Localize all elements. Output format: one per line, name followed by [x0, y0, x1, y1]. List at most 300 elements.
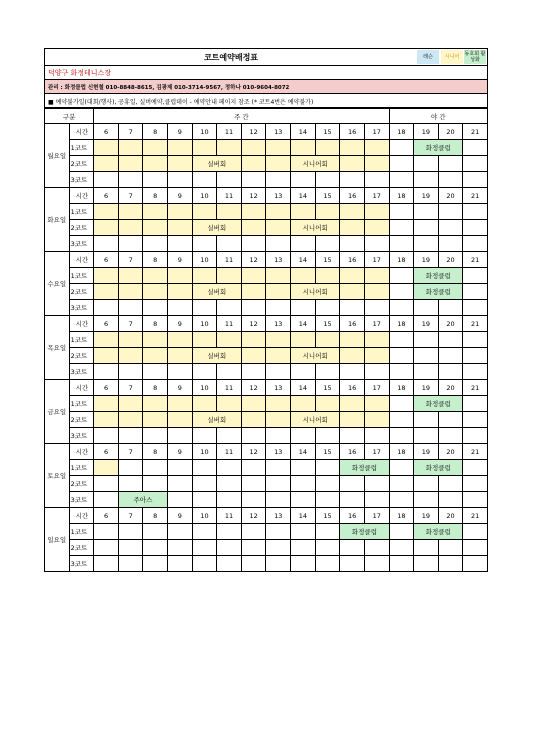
slot-cell[interactable]	[291, 460, 316, 476]
slot-cell[interactable]	[463, 236, 488, 252]
slot-cell[interactable]	[217, 556, 242, 572]
slot-cell[interactable]	[118, 348, 143, 364]
slot-cell[interactable]	[315, 204, 340, 220]
slot-cell[interactable]	[168, 220, 193, 236]
slot-cell[interactable]	[438, 364, 463, 380]
slot-cell[interactable]	[364, 396, 389, 412]
slot-cell[interactable]	[241, 460, 266, 476]
slot-cell[interactable]	[94, 364, 119, 380]
slot-cell[interactable]	[389, 236, 414, 252]
slot-cell[interactable]	[168, 460, 193, 476]
slot-cell[interactable]	[217, 492, 242, 508]
slot-cell[interactable]	[438, 220, 463, 236]
slot-cell[interactable]	[315, 332, 340, 348]
slot-cell[interactable]	[118, 540, 143, 556]
slot-cell[interactable]	[364, 428, 389, 444]
slot-cell[interactable]	[192, 428, 217, 444]
slot-cell[interactable]	[217, 140, 242, 156]
slot-cell[interactable]	[340, 284, 365, 300]
slot-cell[interactable]	[364, 348, 389, 364]
slot-cell[interactable]	[291, 540, 316, 556]
slot-cell[interactable]	[291, 140, 316, 156]
booking-cell[interactable]: 화정클럽	[414, 460, 463, 476]
slot-cell[interactable]	[291, 428, 316, 444]
slot-cell[interactable]	[266, 460, 291, 476]
slot-cell[interactable]	[266, 524, 291, 540]
slot-cell[interactable]	[291, 396, 316, 412]
slot-cell[interactable]	[463, 524, 488, 540]
slot-cell[interactable]	[118, 220, 143, 236]
slot-cell[interactable]	[143, 476, 168, 492]
slot-cell[interactable]	[192, 172, 217, 188]
slot-cell[interactable]	[315, 428, 340, 444]
slot-cell[interactable]	[340, 204, 365, 220]
slot-cell[interactable]	[438, 476, 463, 492]
slot-cell[interactable]	[217, 172, 242, 188]
slot-cell[interactable]	[389, 364, 414, 380]
slot-cell[interactable]	[192, 268, 217, 284]
slot-cell[interactable]	[266, 156, 291, 172]
slot-cell[interactable]	[168, 492, 193, 508]
slot-cell[interactable]	[192, 236, 217, 252]
slot-cell[interactable]	[168, 396, 193, 412]
slot-cell[interactable]	[94, 140, 119, 156]
slot-cell[interactable]	[266, 300, 291, 316]
slot-cell[interactable]	[438, 540, 463, 556]
slot-cell[interactable]	[266, 172, 291, 188]
slot-cell[interactable]	[438, 204, 463, 220]
slot-cell[interactable]	[463, 332, 488, 348]
slot-cell[interactable]	[389, 476, 414, 492]
slot-cell[interactable]	[168, 236, 193, 252]
booking-cell[interactable]: 화정클럽	[414, 284, 463, 300]
slot-cell[interactable]	[266, 428, 291, 444]
slot-cell[interactable]	[266, 540, 291, 556]
slot-cell[interactable]	[192, 300, 217, 316]
slot-cell[interactable]	[463, 396, 488, 412]
slot-cell[interactable]	[168, 172, 193, 188]
slot-cell[interactable]	[438, 172, 463, 188]
slot-cell[interactable]	[241, 348, 266, 364]
slot-cell[interactable]	[364, 492, 389, 508]
slot-cell[interactable]	[118, 412, 143, 428]
slot-cell[interactable]	[94, 396, 119, 412]
slot-cell[interactable]	[118, 172, 143, 188]
slot-cell[interactable]	[266, 140, 291, 156]
slot-cell[interactable]	[192, 364, 217, 380]
slot-cell[interactable]	[266, 476, 291, 492]
slot-cell[interactable]	[94, 460, 119, 476]
slot-cell[interactable]	[438, 556, 463, 572]
slot-cell[interactable]	[463, 428, 488, 444]
slot-cell[interactable]	[94, 156, 119, 172]
slot-cell[interactable]	[168, 556, 193, 572]
slot-cell[interactable]	[266, 332, 291, 348]
slot-cell[interactable]	[143, 268, 168, 284]
slot-cell[interactable]	[94, 268, 119, 284]
slot-cell[interactable]	[364, 172, 389, 188]
slot-cell[interactable]	[340, 236, 365, 252]
slot-cell[interactable]	[241, 524, 266, 540]
slot-cell[interactable]	[94, 348, 119, 364]
slot-cell[interactable]	[118, 332, 143, 348]
slot-cell[interactable]	[315, 268, 340, 284]
slot-cell[interactable]	[217, 540, 242, 556]
slot-cell[interactable]	[414, 220, 439, 236]
slot-cell[interactable]	[291, 172, 316, 188]
slot-cell[interactable]	[463, 172, 488, 188]
slot-cell[interactable]	[266, 412, 291, 428]
slot-cell[interactable]	[389, 332, 414, 348]
booking-cell[interactable]: 화정클럽	[340, 524, 389, 540]
slot-cell[interactable]	[217, 268, 242, 284]
slot-cell[interactable]	[94, 284, 119, 300]
slot-cell[interactable]	[364, 284, 389, 300]
slot-cell[interactable]	[168, 524, 193, 540]
booking-cell[interactable]: 화정클럽	[414, 268, 463, 284]
slot-cell[interactable]	[340, 556, 365, 572]
slot-cell[interactable]	[414, 172, 439, 188]
booking-cell[interactable]: 시니어회	[291, 348, 340, 364]
slot-cell[interactable]	[241, 332, 266, 348]
slot-cell[interactable]	[143, 428, 168, 444]
slot-cell[interactable]	[438, 236, 463, 252]
slot-cell[interactable]	[438, 348, 463, 364]
slot-cell[interactable]	[118, 284, 143, 300]
slot-cell[interactable]	[389, 396, 414, 412]
booking-cell[interactable]: 실버회	[192, 156, 241, 172]
slot-cell[interactable]	[217, 364, 242, 380]
slot-cell[interactable]	[438, 412, 463, 428]
slot-cell[interactable]	[94, 428, 119, 444]
slot-cell[interactable]	[143, 540, 168, 556]
slot-cell[interactable]	[94, 332, 119, 348]
slot-cell[interactable]	[217, 428, 242, 444]
slot-cell[interactable]	[315, 524, 340, 540]
slot-cell[interactable]	[241, 476, 266, 492]
slot-cell[interactable]	[241, 556, 266, 572]
slot-cell[interactable]	[168, 332, 193, 348]
slot-cell[interactable]	[414, 156, 439, 172]
slot-cell[interactable]	[118, 156, 143, 172]
slot-cell[interactable]	[414, 204, 439, 220]
slot-cell[interactable]	[438, 428, 463, 444]
slot-cell[interactable]	[463, 156, 488, 172]
slot-cell[interactable]	[414, 492, 439, 508]
slot-cell[interactable]	[192, 332, 217, 348]
slot-cell[interactable]	[438, 492, 463, 508]
slot-cell[interactable]	[94, 236, 119, 252]
slot-cell[interactable]	[241, 428, 266, 444]
slot-cell[interactable]	[217, 236, 242, 252]
slot-cell[interactable]	[340, 396, 365, 412]
booking-cell[interactable]: 시니어회	[291, 220, 340, 236]
slot-cell[interactable]	[192, 524, 217, 540]
slot-cell[interactable]	[389, 428, 414, 444]
slot-cell[interactable]	[340, 412, 365, 428]
slot-cell[interactable]	[266, 236, 291, 252]
slot-cell[interactable]	[340, 364, 365, 380]
slot-cell[interactable]	[315, 556, 340, 572]
slot-cell[interactable]	[94, 172, 119, 188]
slot-cell[interactable]	[266, 396, 291, 412]
slot-cell[interactable]	[364, 332, 389, 348]
slot-cell[interactable]	[266, 268, 291, 284]
slot-cell[interactable]	[168, 412, 193, 428]
slot-cell[interactable]	[463, 140, 488, 156]
slot-cell[interactable]	[217, 476, 242, 492]
slot-cell[interactable]	[118, 140, 143, 156]
slot-cell[interactable]	[143, 156, 168, 172]
slot-cell[interactable]	[192, 140, 217, 156]
slot-cell[interactable]	[241, 268, 266, 284]
slot-cell[interactable]	[217, 396, 242, 412]
slot-cell[interactable]	[118, 396, 143, 412]
slot-cell[interactable]	[241, 492, 266, 508]
slot-cell[interactable]	[217, 204, 242, 220]
slot-cell[interactable]	[463, 364, 488, 380]
slot-cell[interactable]	[463, 284, 488, 300]
slot-cell[interactable]	[168, 300, 193, 316]
slot-cell[interactable]	[143, 412, 168, 428]
slot-cell[interactable]	[315, 300, 340, 316]
slot-cell[interactable]	[168, 364, 193, 380]
slot-cell[interactable]	[168, 156, 193, 172]
slot-cell[interactable]	[364, 268, 389, 284]
slot-cell[interactable]	[143, 524, 168, 540]
slot-cell[interactable]	[94, 524, 119, 540]
slot-cell[interactable]	[192, 540, 217, 556]
booking-cell[interactable]: 시니어회	[291, 412, 340, 428]
slot-cell[interactable]	[364, 220, 389, 236]
slot-cell[interactable]	[168, 476, 193, 492]
slot-cell[interactable]	[414, 412, 439, 428]
slot-cell[interactable]	[94, 300, 119, 316]
slot-cell[interactable]	[315, 396, 340, 412]
slot-cell[interactable]	[389, 204, 414, 220]
booking-cell[interactable]: 실버회	[192, 220, 241, 236]
slot-cell[interactable]	[364, 412, 389, 428]
slot-cell[interactable]	[340, 540, 365, 556]
slot-cell[interactable]	[414, 236, 439, 252]
slot-cell[interactable]	[389, 220, 414, 236]
slot-cell[interactable]	[389, 348, 414, 364]
slot-cell[interactable]	[266, 348, 291, 364]
slot-cell[interactable]	[192, 460, 217, 476]
slot-cell[interactable]	[168, 428, 193, 444]
booking-cell[interactable]: 주아스	[118, 492, 167, 508]
booking-cell[interactable]: 시니어회	[291, 156, 340, 172]
slot-cell[interactable]	[266, 364, 291, 380]
slot-cell[interactable]	[389, 556, 414, 572]
slot-cell[interactable]	[266, 284, 291, 300]
slot-cell[interactable]	[463, 476, 488, 492]
slot-cell[interactable]	[118, 460, 143, 476]
slot-cell[interactable]	[241, 412, 266, 428]
slot-cell[interactable]	[340, 428, 365, 444]
slot-cell[interactable]	[340, 140, 365, 156]
slot-cell[interactable]	[389, 172, 414, 188]
slot-cell[interactable]	[118, 428, 143, 444]
slot-cell[interactable]	[143, 300, 168, 316]
slot-cell[interactable]	[241, 204, 266, 220]
slot-cell[interactable]	[143, 204, 168, 220]
slot-cell[interactable]	[389, 284, 414, 300]
slot-cell[interactable]	[389, 268, 414, 284]
slot-cell[interactable]	[364, 156, 389, 172]
slot-cell[interactable]	[118, 268, 143, 284]
slot-cell[interactable]	[143, 236, 168, 252]
slot-cell[interactable]	[438, 332, 463, 348]
slot-cell[interactable]	[463, 204, 488, 220]
slot-cell[interactable]	[315, 140, 340, 156]
slot-cell[interactable]	[241, 364, 266, 380]
booking-cell[interactable]: 화정클럽	[340, 460, 389, 476]
slot-cell[interactable]	[414, 428, 439, 444]
slot-cell[interactable]	[389, 300, 414, 316]
booking-cell[interactable]: 실버회	[192, 348, 241, 364]
slot-cell[interactable]	[389, 524, 414, 540]
slot-cell[interactable]	[241, 172, 266, 188]
slot-cell[interactable]	[143, 556, 168, 572]
slot-cell[interactable]	[192, 396, 217, 412]
booking-cell[interactable]: 실버회	[192, 412, 241, 428]
slot-cell[interactable]	[168, 268, 193, 284]
slot-cell[interactable]	[463, 268, 488, 284]
slot-cell[interactable]	[241, 236, 266, 252]
slot-cell[interactable]	[241, 284, 266, 300]
slot-cell[interactable]	[340, 172, 365, 188]
slot-cell[interactable]	[291, 332, 316, 348]
slot-cell[interactable]	[340, 492, 365, 508]
slot-cell[interactable]	[340, 348, 365, 364]
slot-cell[interactable]	[241, 396, 266, 412]
slot-cell[interactable]	[340, 156, 365, 172]
slot-cell[interactable]	[192, 204, 217, 220]
slot-cell[interactable]	[94, 204, 119, 220]
slot-cell[interactable]	[463, 412, 488, 428]
slot-cell[interactable]	[463, 220, 488, 236]
slot-cell[interactable]	[266, 556, 291, 572]
slot-cell[interactable]	[291, 236, 316, 252]
slot-cell[interactable]	[463, 348, 488, 364]
slot-cell[interactable]	[389, 540, 414, 556]
slot-cell[interactable]	[414, 300, 439, 316]
slot-cell[interactable]	[364, 556, 389, 572]
slot-cell[interactable]	[340, 332, 365, 348]
slot-cell[interactable]	[143, 364, 168, 380]
slot-cell[interactable]	[94, 556, 119, 572]
slot-cell[interactable]	[340, 268, 365, 284]
slot-cell[interactable]	[315, 364, 340, 380]
slot-cell[interactable]	[143, 172, 168, 188]
slot-cell[interactable]	[315, 476, 340, 492]
slot-cell[interactable]	[241, 140, 266, 156]
slot-cell[interactable]	[168, 540, 193, 556]
slot-cell[interactable]	[364, 540, 389, 556]
slot-cell[interactable]	[340, 220, 365, 236]
slot-cell[interactable]	[414, 540, 439, 556]
slot-cell[interactable]	[143, 284, 168, 300]
slot-cell[interactable]	[143, 332, 168, 348]
slot-cell[interactable]	[414, 476, 439, 492]
slot-cell[interactable]	[217, 524, 242, 540]
slot-cell[interactable]	[364, 476, 389, 492]
slot-cell[interactable]	[364, 364, 389, 380]
slot-cell[interactable]	[340, 300, 365, 316]
slot-cell[interactable]	[118, 524, 143, 540]
slot-cell[interactable]	[315, 236, 340, 252]
slot-cell[interactable]	[168, 348, 193, 364]
slot-cell[interactable]	[118, 364, 143, 380]
slot-cell[interactable]	[118, 556, 143, 572]
slot-cell[interactable]	[192, 476, 217, 492]
slot-cell[interactable]	[143, 220, 168, 236]
slot-cell[interactable]	[414, 556, 439, 572]
slot-cell[interactable]	[291, 476, 316, 492]
booking-cell[interactable]: 화정클럽	[414, 524, 463, 540]
slot-cell[interactable]	[315, 540, 340, 556]
slot-cell[interactable]	[364, 300, 389, 316]
slot-cell[interactable]	[168, 140, 193, 156]
slot-cell[interactable]	[291, 268, 316, 284]
slot-cell[interactable]	[438, 300, 463, 316]
slot-cell[interactable]	[414, 332, 439, 348]
slot-cell[interactable]	[118, 236, 143, 252]
slot-cell[interactable]	[315, 172, 340, 188]
slot-cell[interactable]	[414, 364, 439, 380]
slot-cell[interactable]	[389, 412, 414, 428]
slot-cell[interactable]	[168, 284, 193, 300]
slot-cell[interactable]	[389, 492, 414, 508]
slot-cell[interactable]	[217, 460, 242, 476]
slot-cell[interactable]	[389, 140, 414, 156]
slot-cell[interactable]	[143, 396, 168, 412]
slot-cell[interactable]	[389, 460, 414, 476]
slot-cell[interactable]	[241, 220, 266, 236]
slot-cell[interactable]	[217, 300, 242, 316]
slot-cell[interactable]	[291, 492, 316, 508]
slot-cell[interactable]	[364, 236, 389, 252]
slot-cell[interactable]	[463, 540, 488, 556]
slot-cell[interactable]	[463, 300, 488, 316]
slot-cell[interactable]	[94, 540, 119, 556]
slot-cell[interactable]	[94, 492, 119, 508]
slot-cell[interactable]	[315, 492, 340, 508]
slot-cell[interactable]	[463, 556, 488, 572]
booking-cell[interactable]: 실버회	[192, 284, 241, 300]
booking-cell[interactable]: 화정클럽	[414, 140, 463, 156]
slot-cell[interactable]	[118, 476, 143, 492]
slot-cell[interactable]	[414, 348, 439, 364]
slot-cell[interactable]	[118, 300, 143, 316]
slot-cell[interactable]	[168, 204, 193, 220]
booking-cell[interactable]: 시니어회	[291, 284, 340, 300]
slot-cell[interactable]	[291, 300, 316, 316]
slot-cell[interactable]	[118, 204, 143, 220]
slot-cell[interactable]	[94, 220, 119, 236]
slot-cell[interactable]	[143, 460, 168, 476]
slot-cell[interactable]	[241, 300, 266, 316]
slot-cell[interactable]	[266, 492, 291, 508]
slot-cell[interactable]	[389, 156, 414, 172]
slot-cell[interactable]	[217, 332, 242, 348]
slot-cell[interactable]	[340, 476, 365, 492]
slot-cell[interactable]	[291, 524, 316, 540]
slot-cell[interactable]	[192, 556, 217, 572]
slot-cell[interactable]	[291, 204, 316, 220]
slot-cell[interactable]	[143, 348, 168, 364]
